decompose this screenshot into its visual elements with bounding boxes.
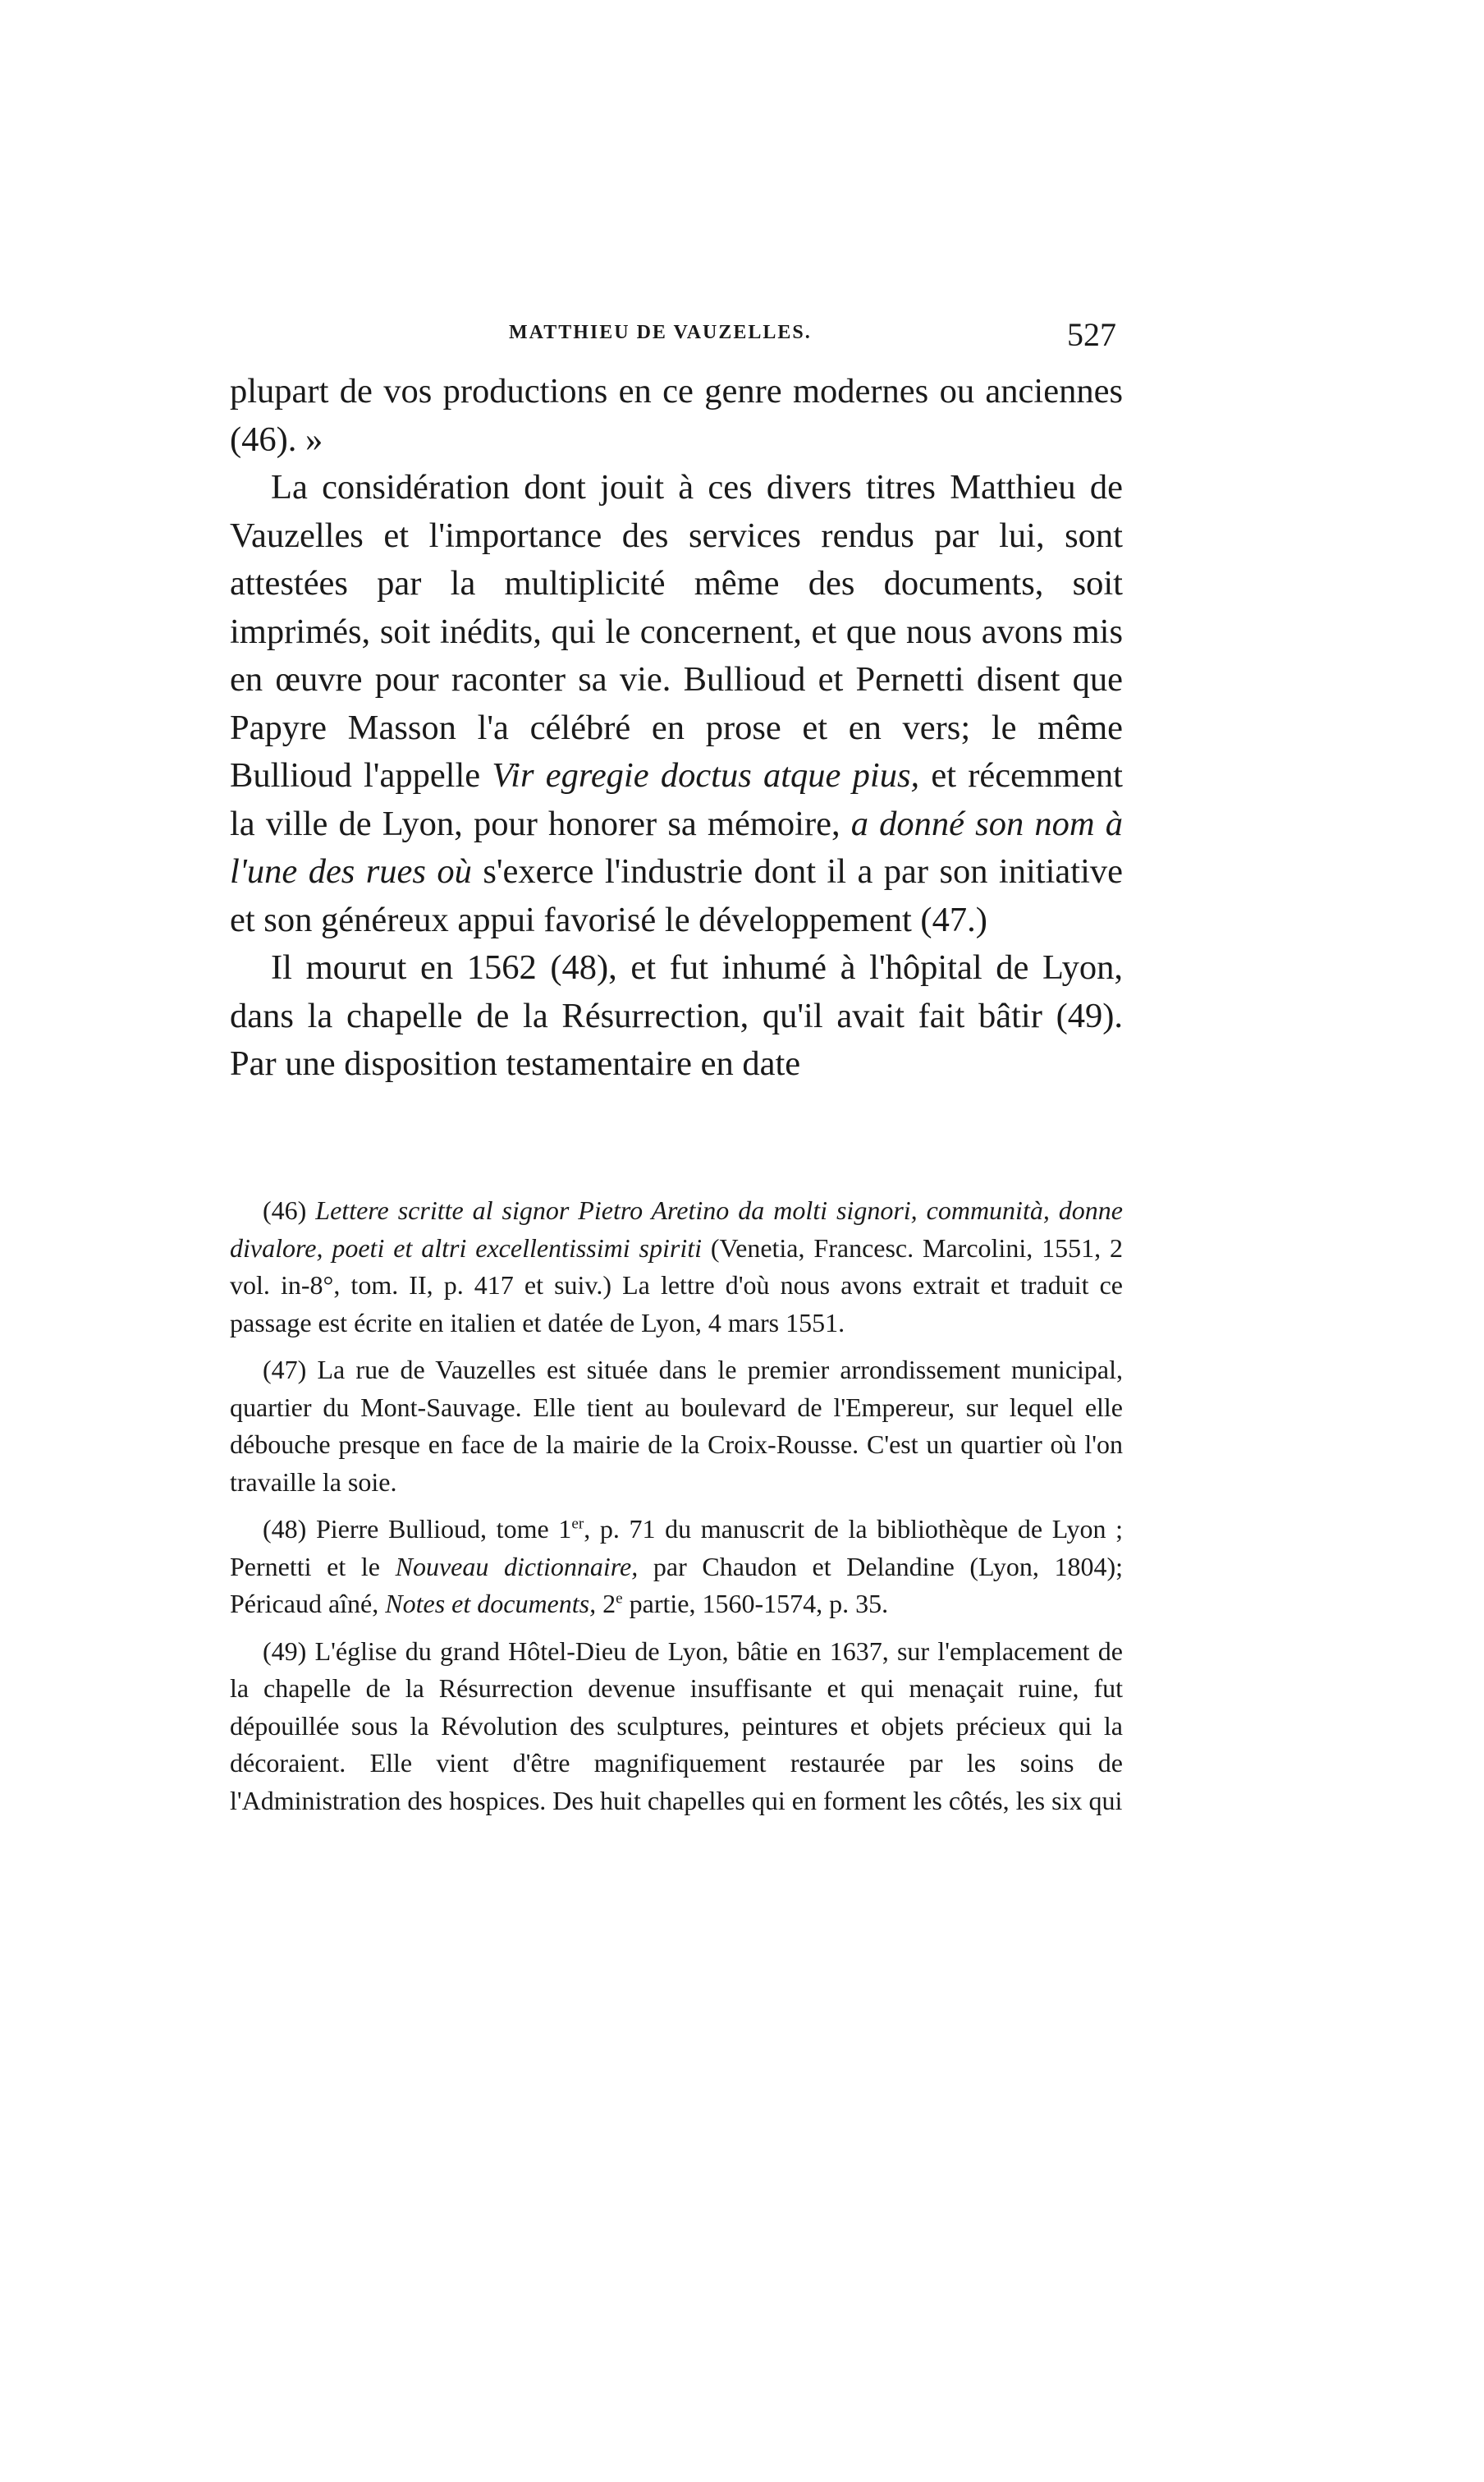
paragraph-2-text-a: La considération dont jouit à ces divers titres Matthieu de Vauzelles et l'importance des services rendus par lui, sont attestées par la multiplicité même des documents, soit imprimés, soit inédits, qui le concernent, et que nous avons mis en œuvre pour raconter sa vie. Bullioud et Pernetti disent que Papyre Masson l'a célébré en prose et en vers; le même Bullioud l'appelle xyxy=(230,468,1123,795)
footnote-48 xyxy=(230,1511,1123,1623)
footnote-48-title-2: Notes et documents, xyxy=(385,1589,597,1618)
paragraph-2-text-b: et récemment la ville de Lyon, pour honorer sa mémoire, xyxy=(230,756,1123,843)
footnote-46-label: (46) xyxy=(263,1195,316,1225)
footnote-48-title-1: Nouveau dictionnaire, xyxy=(395,1551,639,1581)
footnote-48-text-b: , p. 71 du manuscrit de la bibliothèque de Lyon ; Pernetti et le xyxy=(230,1514,1124,1581)
paragraph-2-latin-quote: Vir egregie doctus atque pius, xyxy=(492,756,920,795)
running-title: MATTHIEU DE VAUZELLES. xyxy=(509,322,812,343)
footnote-46-text: (Venetia, Francesc. Marcolini, 1551, 2 vol. in-8°, tom. II, p. 417 et suiv.) La lettre d'où nous avons extrait et traduit ce passage est écrite en italien et datée de Lyon, 4 mars 1551. xyxy=(230,1232,1124,1337)
footnote-48-text-a: (48) Pierre Bullioud, tome 1 xyxy=(263,1514,572,1544)
footnote-48-text-c: par Chaudon et Delandine (Lyon, 1804); Péricaud aîné, xyxy=(230,1551,1124,1618)
paragraph-1: plupart de vos productions en ce genre modernes ou anciennes (46). » xyxy=(230,372,1123,459)
footnote-49: (49) L'église du grand Hôtel-Dieu de Lyon, bâtie en 1637, sur l'emplacement de la chapelle de la Résurrection devenue insuffisante et qui menaçait ruine, fut dépouillée sous la Révolution des sculptures, peintures et objets précieux qui la décoraient. Elle vient d'être magnifiquement restaurée par les soins de l'Administration des hospices. Des huit chapelles qui en forment les côtés, les six qui xyxy=(230,1636,1123,1815)
running-head xyxy=(230,316,1133,355)
paragraph-3: Il mourut en 1562 (48), et fut inhumé à l'hôpital de Lyon, dans la chapelle de la Résurrection, qu'il avait fait bâtir (49). Par une disposition testamentaire en date xyxy=(230,948,1123,1083)
footnote-48-text-e: partie, 1560-1574, p. 35. xyxy=(622,1589,889,1618)
footnote-46-title: Lettere scritte al signor Pietro Aretino da molti signori, communità, donne divalore, poeti et altri excellentissimi spiriti xyxy=(230,1195,1124,1263)
footnote-47: (47) La rue de Vauzelles est située dans le premier arrondissement municipal, quartier du Mont-Sauvage. Elle tient au boulevard de l'Empereur, sur lequel elle débouche presque en face de la mairie de la Croix-Rousse. C'est un quartier où l'on travaille la soie. xyxy=(230,1355,1123,1497)
footnote-48-text-d: 2 xyxy=(596,1589,616,1618)
footnote-46 xyxy=(230,1192,1123,1342)
paragraph-2-text-c: s'exerce l'industrie dont il a par son initiative et son généreux appui favorisé le développement (47.) xyxy=(230,852,1124,939)
footnotes xyxy=(230,1192,1123,1829)
paragraph-2 xyxy=(230,464,1123,944)
footnote-48-sup: er xyxy=(571,1515,584,1533)
paragraph-2-italic-phrase: a donné son nom à l'une des rues où xyxy=(230,804,1123,891)
page-number: 527 xyxy=(1067,316,1116,353)
footnote-48-sup-2: e xyxy=(616,1590,623,1608)
body-text xyxy=(230,368,1123,1089)
